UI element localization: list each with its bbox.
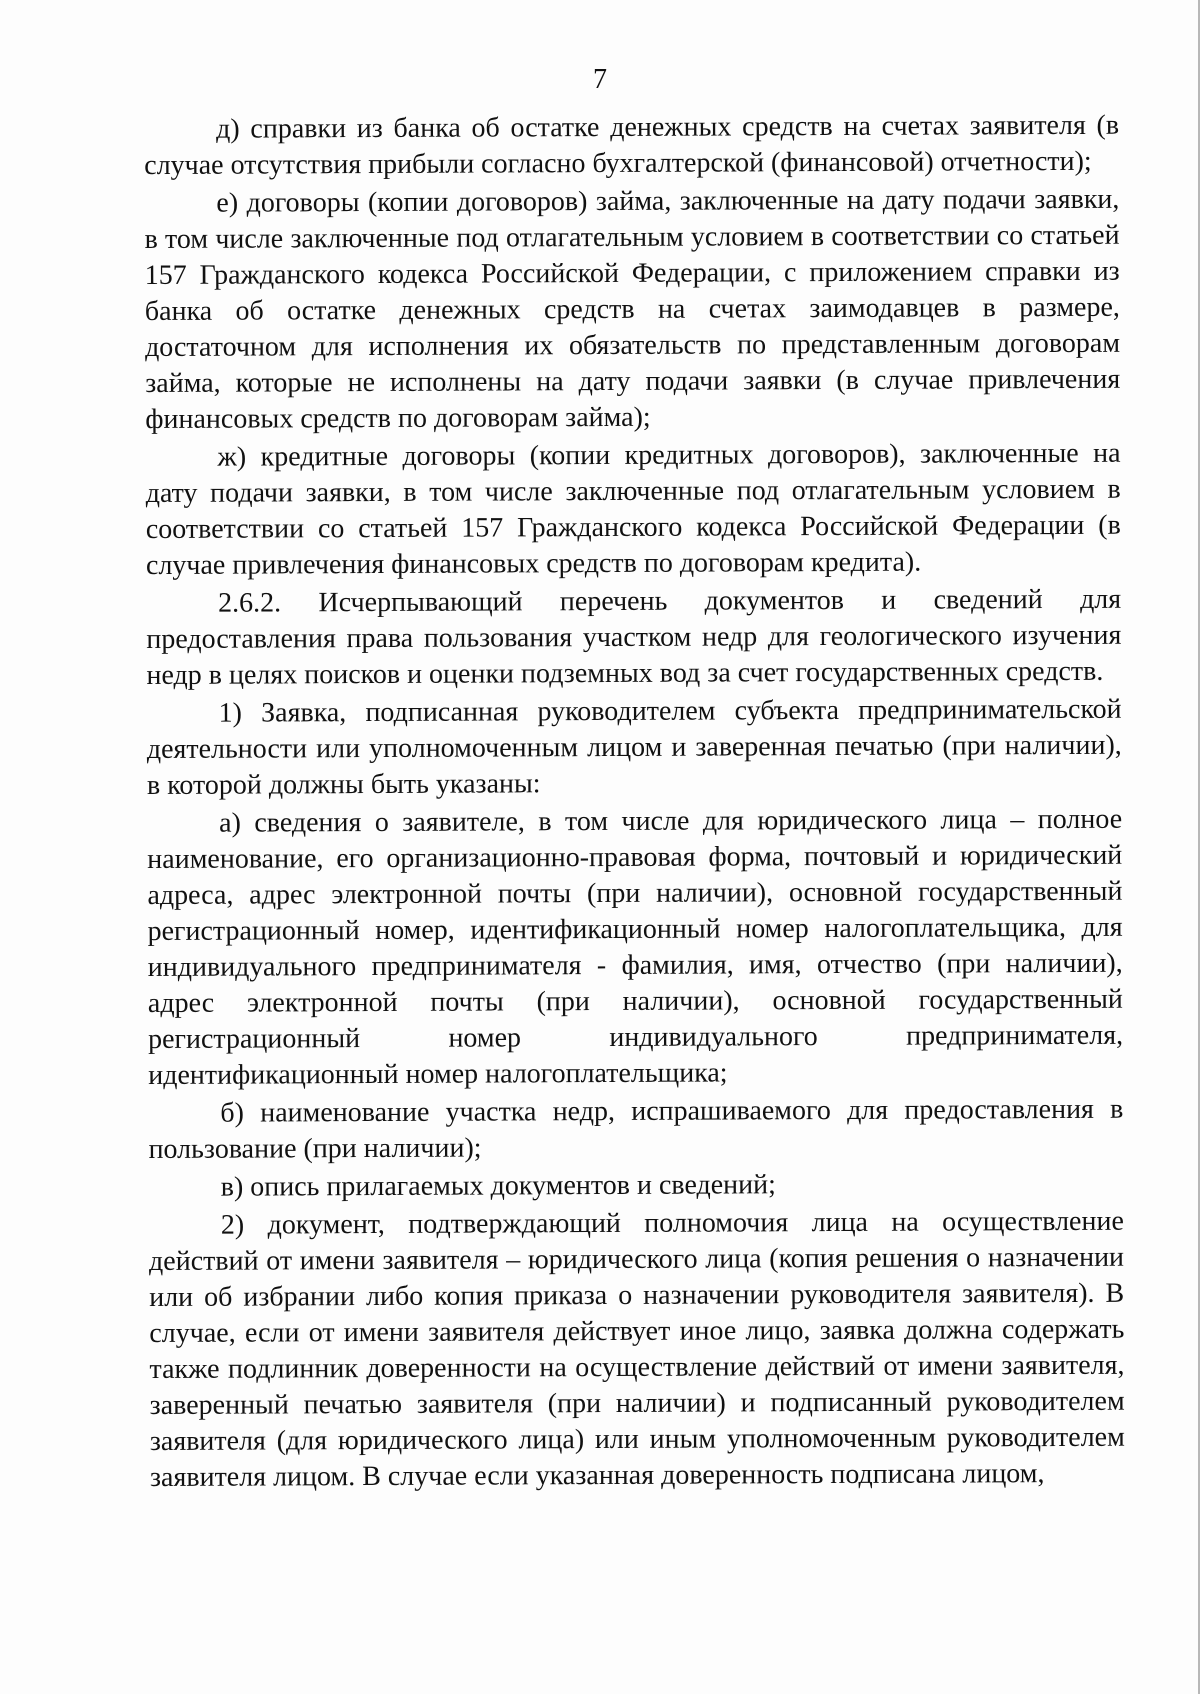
paragraph-v: в) опись прилагаемых документов и сведений; (220, 1169, 776, 1203)
document-body (144, 108, 1125, 1498)
paragraph-d: д) справки из банка об остатке денежных средств на счетах заявителя (в случае отсутствия прибыли согласно бухгалтерской (финансовой) отчетности); (144, 109, 1120, 181)
paragraph-2: 2) документ, подтверждающий полномочия лица на осуществление действий от имени заявителя – юридического лица (копия решения о назначении или об избрании либо копия приказа о назначении руководителя заявителя). В случае, если от имени заявителя действует иное лицо, заявка должна содержать также подлинник доверенности на осуществление действий от имени заявителя, заверенный печатью заявителя (при наличии) и подписанный руководителем заявителя (для юридического лица) или иным уполномоченным руководителем заявителя лицом. В случае если указанная доверенность подписана лицом, (148, 1205, 1125, 1493)
paragraph-zh: ж) кредитные договоры (копии кредитных договоров), заключенные на дату подачи заявки, в том числе заключенные под отлагательным условием в соответствии со статьей 157 Гражданского кодекса Российской Федерации (в случае привлечения финансовых средств по договорам кредита). (145, 437, 1121, 581)
paragraph-2-6-2: 2.6.2. Исчерпывающий перечень документов и сведений для предоставления права пользования участком недр для геологического изучения недр в целях поисков и оценки подземных вод за счет государственных средств. (146, 583, 1122, 691)
paragraph-e: е) договоры (копии договоров) займа, заключенные на дату подачи заявки, в том числе заключенные под отлагательным условием в соответствии со статьей 157 Гражданского кодекса Российской Федерации, с приложением справки из банка об остатке денежных средств на счетах заимодавцев в размере, достаточном для исполнения их обязательств по представленным договорам займа, которые не исполнены на дату подачи заявки (в случае привлечения финансовых средств по договорам займа); (144, 183, 1121, 435)
paragraph-a: а) сведения о заявителе, в том числе для юридического лица – полное наименование, его организационно-правовая форма, почтовый и юридический адреса, адрес электронной почты (при наличии), основной государственный регистрационный номер, идентификационный номер налогоплательщика, для индивидуального предпринимателя - фамилия, имя, отчество (при наличии), адрес электронной почты (при наличии), основной государственный регистрационный номер индивидуального предпринимателя, идентификационный номер налогоплательщика; (147, 803, 1124, 1091)
paragraph-1: 1) Заявка, подписанная руководителем субъекта предпринимательской деятельности или уполномоченным лицом и заверенная печатью (при наличии), в которой должны быть указаны: (146, 693, 1122, 801)
page-number: 7 (593, 64, 607, 95)
paragraph-b: б) наименование участка недр, испрашиваемого для предоставления в пользование (при наличии); (148, 1093, 1124, 1165)
